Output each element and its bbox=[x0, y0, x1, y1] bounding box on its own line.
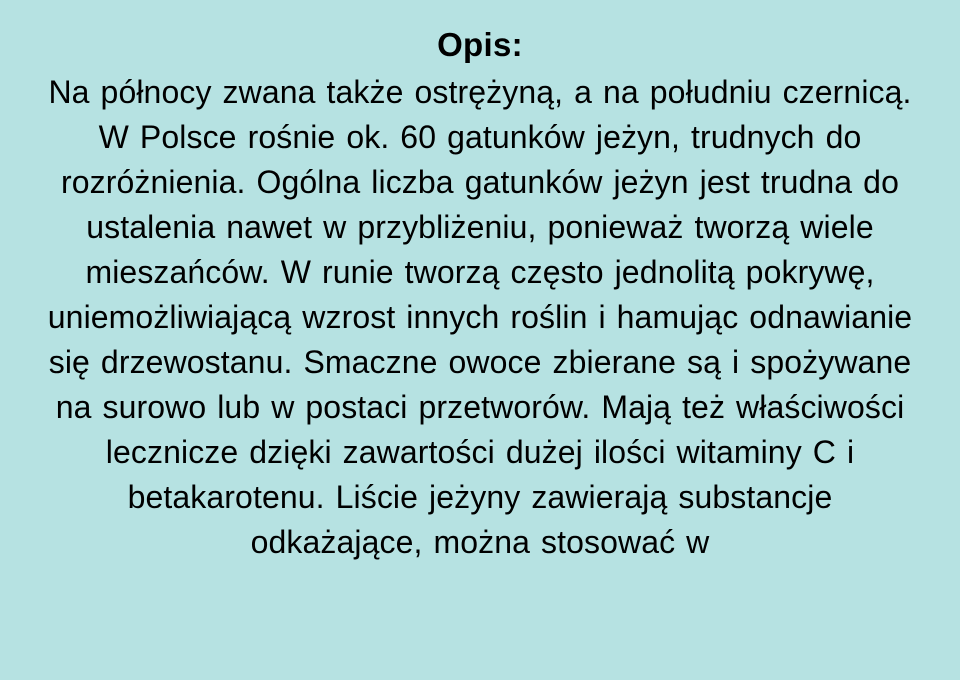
description-title: Opis: bbox=[437, 26, 523, 63]
description-body-text: Na północy zwana także ostrężyną, a na południu czernicą. W Polsce rośnie ok. 60 gatunków jeżyn, trudnych do rozróżnienia. Ogólna liczba gatunków jeżyn jest trudna do ustalenia nawet w przybliżeniu, ponieważ tworzą wiele mieszańców. W runie tworzą często jednolitą pokrywę, uniemożliwiającą wzrost innych roślin i hamując odnawianie się drzewostanu. Smaczne owoce zbierane są i spożywane na surowo lub w postaci przetworów. Mają też właściwości lecznicze dzięki zawartości dużej ilości witaminy C i betakarotenu. Liście jeżyny zawierają substancje odkażające, można stosować w bbox=[47, 74, 913, 560]
description-block bbox=[40, 22, 920, 565]
